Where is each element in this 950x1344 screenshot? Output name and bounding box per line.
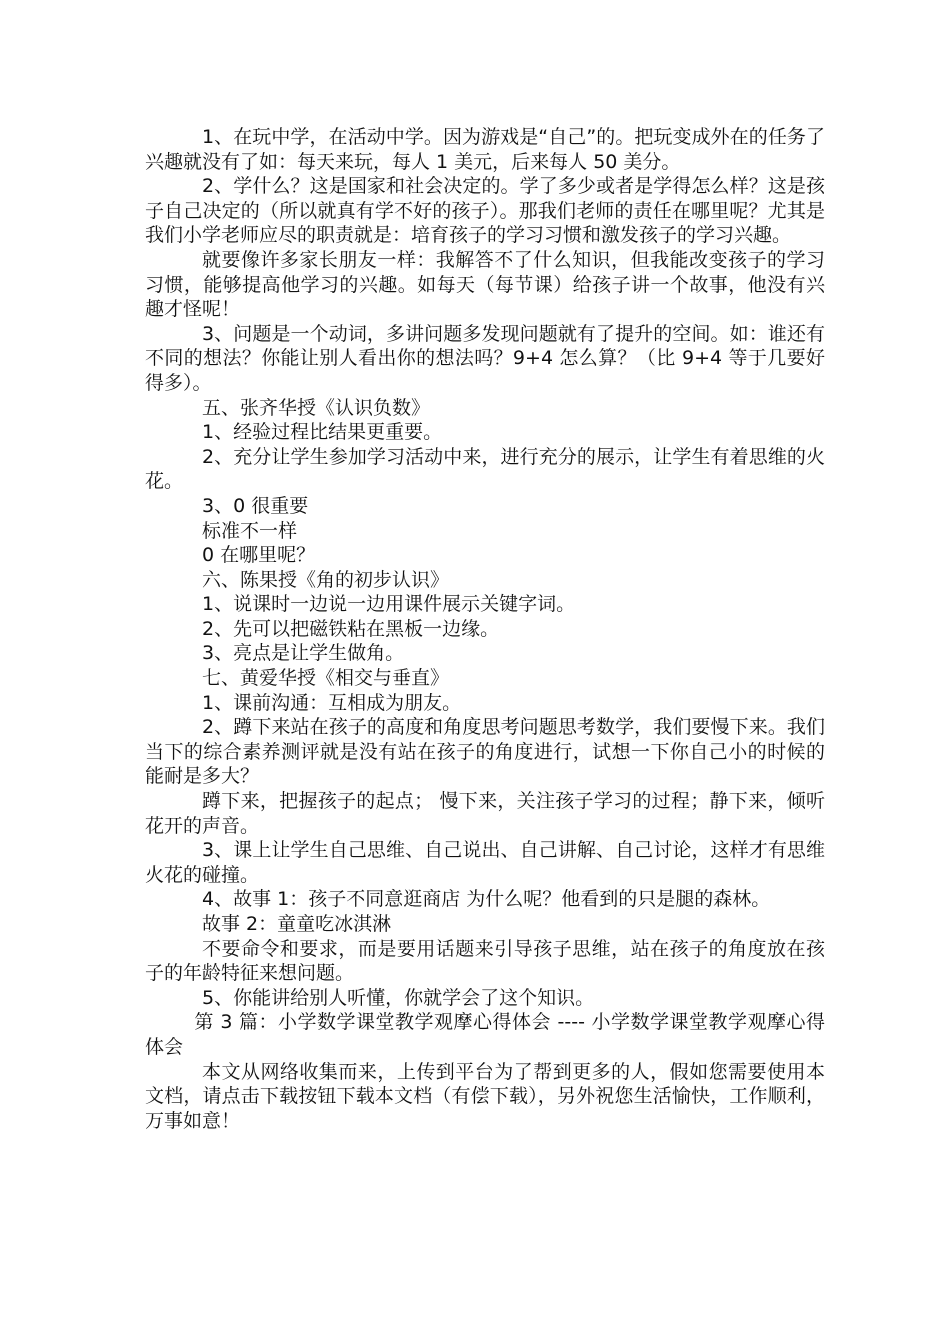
document-body [145,125,825,1133]
paragraph: 0 在哪里呢？ [202,544,316,567]
paragraph: 5、你能讲给别人听懂，你就学会了这个知识。 [202,986,595,1009]
section-heading: 六、陈果授《角的初步认识》 [202,568,450,591]
paragraph: 本文从网络收集而来，上传到平台为了帮到更多的人，假如您需要使用本文档，请点击下载按钮下载本文档（有偿下载），另外祝您生活愉快，工作顺利，万事如意！ [145,1060,825,1132]
section-heading: 五、张齐华授《认识负数》 [202,396,431,419]
paragraph: 1、课前沟通：互相成为朋友。 [202,691,462,714]
paragraph: 蹲下来，把握孩子的起点； 慢下来，关注孩子学习的过程；静下来，倾听花开的声音。 [145,790,825,837]
paragraph: 4、故事 1：孩子不同意逛商店 为什么呢？他看到的只是腿的森林。 [202,888,771,911]
paragraph: 故事 2：童童吃冰淇淋 [202,913,392,935]
paragraph: 标准不一样 [202,519,298,542]
section-heading: 七、黄爱华授《相交与垂直》 [202,667,450,690]
paragraph: 3、课上让学生自己思维、自己说出、自己讲解、自己讨论，这样才有思维火花的碰撞。 [145,839,825,886]
paragraph: 2、学什么？这是国家和社会决定的。学了多少或者是学得怎么样？这是孩子自己决定的（所以就真有学不好的孩子）。那我们老师的责任在哪里呢？尤其是我们小学老师应尽的职责就是：培育孩子的学习习惯和激发孩子的学习兴趣。 [145,175,825,247]
paragraph: 1、在玩中学，在活动中学。因为游戏是“自己”的。把玩变成外在的任务了兴趣就没有了如：每天来玩，每人 1 美元，后来每人 50 美分。 [145,126,825,173]
paragraph: 3、0 很重要 [202,494,309,517]
paragraph: 就要像许多家长朋友一样：我解答不了什么知识，但我能改变孩子的学习习惯，能够提高他学习的兴趣。如每天（每节课）给孩子讲一个故事，他没有兴趣才怪呢！ [145,248,825,321]
paragraph: 3、亮点是让学生做角。 [202,642,405,665]
article-title: 第 3 篇：小学数学课堂教学观摩心得体会 ---- 小学数学课堂教学观摩心得体会 [145,1011,825,1058]
paragraph: 不要命令和要求，而是要用话题来引导孩子思维，站在孩子的角度放在孩子的年龄特征来想问题。 [145,937,825,985]
paragraph: 2、充分让学生参加学习活动中来，进行充分的展示，让学生有着思维的火花。 [145,445,825,493]
paragraph: 1、说课时一边说一边用课件展示关键字词。 [202,593,576,616]
paragraph: 3、问题是一个动词，多讲问题多发现问题就有了提升的空间。如：谁还有不同的想法？你能让别人看出你的想法吗？9+4 怎么算？（比 9+4 等于几要好得多）。 [145,322,825,394]
paragraph: 2、蹲下来站在孩子的高度和角度思考问题思考数学，我们要慢下来。我们当下的综合素养测评就是没有站在孩子的角度进行，试想一下你自己小的时候的能耐是多大？ [145,716,825,788]
paragraph: 1、经验过程比结果更重要。 [202,421,443,444]
paragraph: 2、先可以把磁铁粘在黑板一边缘。 [202,617,500,640]
